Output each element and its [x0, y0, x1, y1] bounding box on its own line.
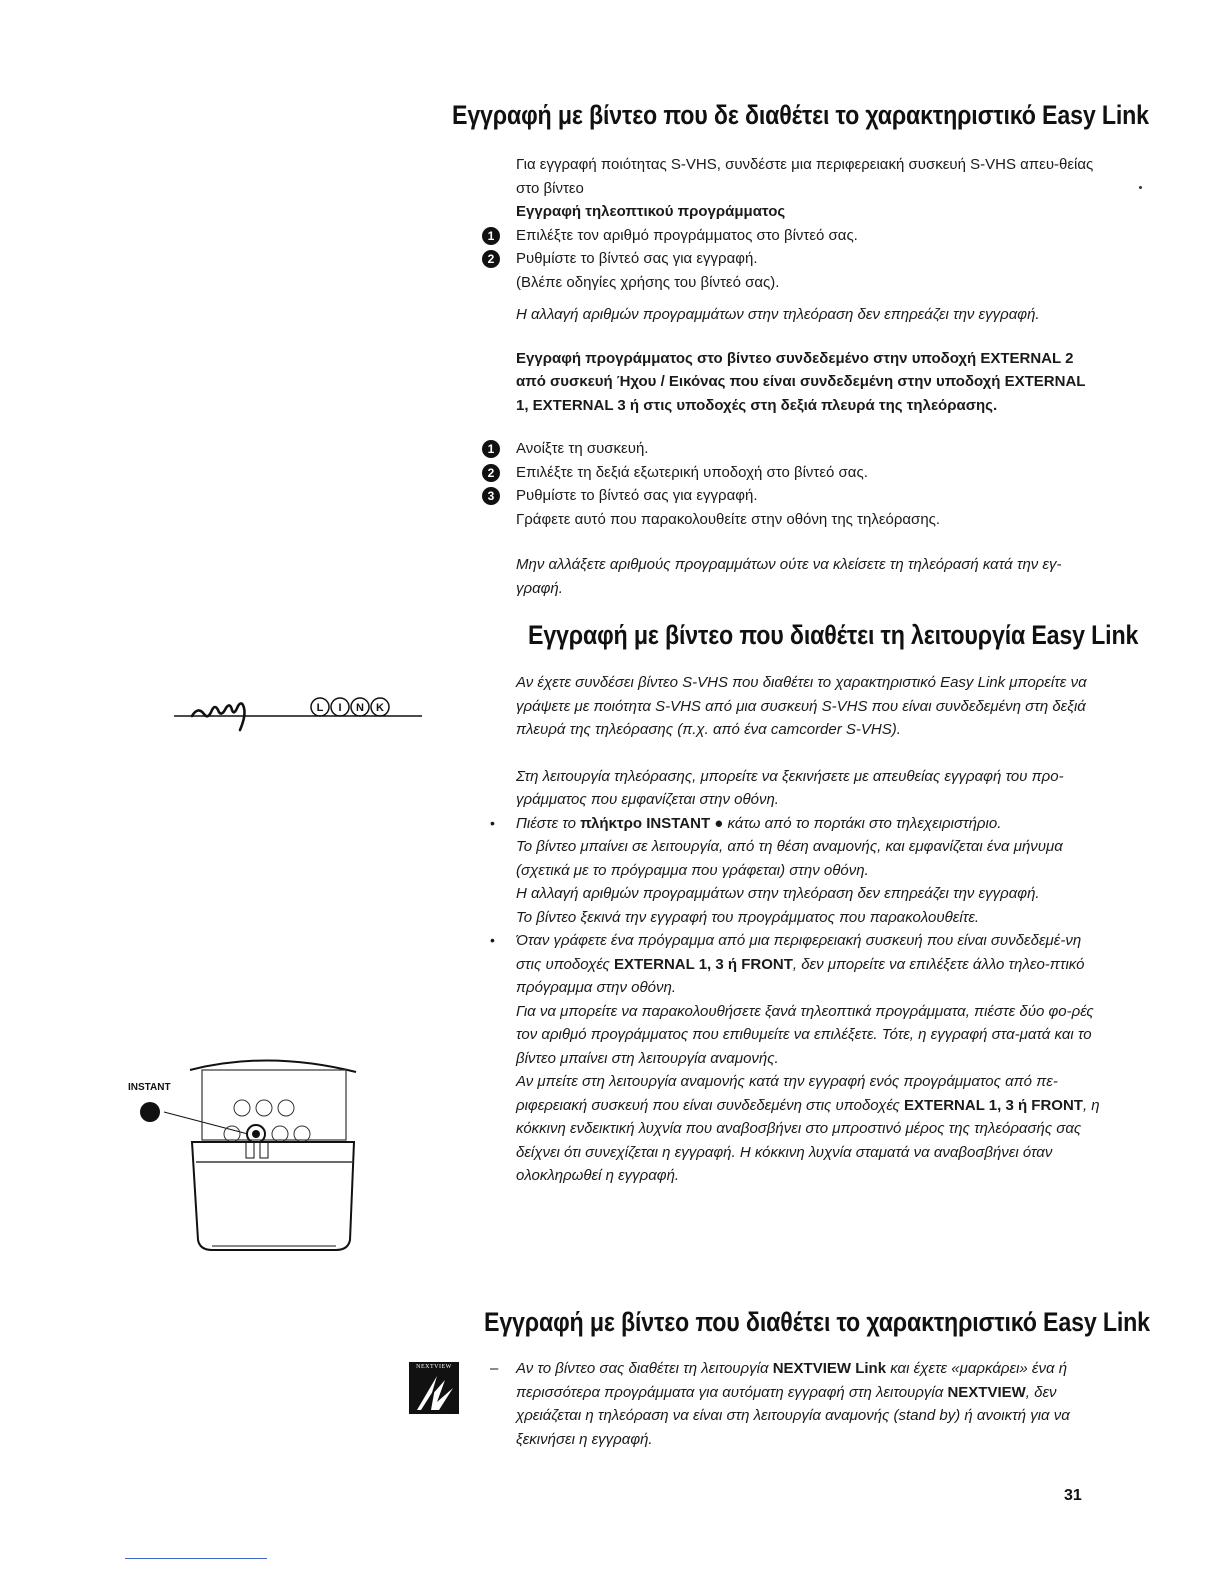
bullet1-line: Το βίντεο μπαίνει σε λειτουργία, από τη θέση αναμονής, και εμφανίζεται ένα μήνυμα (σχετικά με το πρόγραμμα που γράφεται) στην οθόνη.: [516, 838, 1063, 879]
bullet1-line: Το βίντεο ξεκινά την εγγραφή του προγράμματος που παρακολουθείτε.: [516, 908, 980, 926]
para-post: , η κόκκινη ενδεικτική λυχνία που αναβοσβήνει στο μπροστινό μέρος της τηλεόρασής σας δείχνει ότι συνεχίζεται η εγγραφή. Η κόκκινη λυχνία σταματά να αναβοσβήνει όταν ολοκληρωθεί η εγγραφή.: [516, 1096, 1100, 1184]
easy-link-logo-graphic: [172, 690, 432, 740]
step-item: [487, 224, 1100, 248]
nextview-logo-graphic: [409, 1370, 459, 1414]
bullet-item: [490, 812, 1100, 836]
record-dot-icon: ●: [710, 814, 724, 832]
bullet-post: , δεν μπορείτε να επιλέξετε άλλο τηλεο-πτικό πρόγραμμα στην οθόνη.: [516, 955, 1085, 996]
page-number: 31: [1064, 1487, 1082, 1504]
bullet-dot: •: [490, 814, 495, 831]
instant-key-label: πλήκτρο INSTANT: [580, 814, 711, 832]
step-number: 2: [482, 250, 500, 268]
section3-body: [490, 1357, 1100, 1451]
nextview-label: NEXTVIEW: [947, 1383, 1026, 1401]
section2-para1: Αν έχετε συνδέσει βίντεο S-VHS που διαθέτει το χαρακτηριστικό Easy Link μπορείτε να γράψετε με ποιότητα S-VHS από μια συσκευή S-VHS που είναι συνδεδεμένη στη δεξιά πλευρά της τηλεόρασης (π.χ. από ένα camcorder S-VHS).: [516, 674, 1087, 738]
section1-intro: Για εγγραφή ποιότητας S-VHS, συνδέστε μια περιφερειακή συσκευή S-VHS απευ-θείας στο βίντεο: [516, 156, 1094, 197]
step-item: [487, 484, 1100, 508]
step-number: 1: [482, 227, 500, 245]
italic-note: Η αλλαγή αριθμών προγραμμάτων στην τηλεόραση δεν επηρεάζει την εγγραφή.: [516, 306, 1040, 323]
bullet2-para: [516, 1070, 1100, 1188]
step-item: [487, 437, 1100, 461]
bullet-pre: Πιέστε το: [516, 814, 581, 832]
step-number: 3: [482, 487, 500, 505]
bullet-pre: Όταν γράφετε ένα πρόγραμμα από μια περιφερειακή συσκευή που είναι συνδεδεμέ-νη στις υποδοχές: [516, 932, 1082, 973]
speck: [1139, 186, 1142, 189]
bullet2-para: Για να μπορείτε να παρακολουθήσετε ξανά τηλεοπτικά προγράμματα, πιέστε δύο φο-ρές τον αριθμό προγράμματος που επιθυμείτε να επιλέξετε. Τότε, η εγγραφή στα-ματά και το βίντεο μπαίνει στη λειτουργία αναμονής.: [516, 1002, 1094, 1067]
nextview-logo-text: NEXTVIEW: [416, 1364, 452, 1370]
svg-text:I: I: [338, 702, 342, 714]
step-text: Ανοίξτε τη συσκευή.: [516, 440, 649, 457]
svg-text:K: K: [376, 702, 384, 714]
steps2-note: Γράφετε αυτό που παρακολουθείτε στην οθόνη της τηλεόρασης.: [516, 510, 941, 528]
step-number: 2: [482, 464, 500, 482]
section2-body: [490, 671, 1100, 1188]
para-pre: Αν μπείτε στη λειτουργία αναμονής κατά την εγγραφή ενός προγράμματος από πε-ριφερειακή συσκευή που είναι συνδεδεμένη στις υποδοχές: [516, 1073, 1058, 1114]
section3-title: Εγγραφή με βίντεο που διαθέτει το χαρακτηριστικό Easy Link: [484, 1307, 1150, 1337]
step-text: Επιλέξτε τον αριθμό προγράμματος στο βίντεό σας.: [516, 226, 858, 244]
section1-body: [487, 153, 1100, 600]
section2-title: Εγγραφή με βίντεο που διαθέτει τη λειτουργία Easy Link: [528, 620, 1139, 650]
remote-drawing: [128, 1050, 368, 1260]
bullet1-line: Η αλλαγή αριθμών προγραμμάτων στην τηλεόραση δεν επηρεάζει την εγγραφή.: [516, 885, 1040, 902]
bullet-post: κάτω από το πορτάκι στο τηλεχειριστήριο.: [723, 814, 1002, 832]
nextview-logo: [409, 1362, 459, 1414]
easy-link-logo: [172, 690, 432, 740]
section2-para2: Στη λειτουργία τηλεόρασης, μπορείτε να ξεκινήσετε με απευθείας εγγραφή του προ-γράμματος που εμφανίζεται στην οθόνη.: [516, 767, 1064, 808]
remote-illustration: [128, 1050, 368, 1260]
bullet-item: [490, 929, 1100, 1000]
para-key: EXTERNAL 1, 3 ή FRONT: [904, 1096, 1083, 1114]
step-text: Ρυθμίστε το βίντεό σας για εγγραφή.: [516, 487, 758, 504]
svg-text:L: L: [316, 702, 324, 714]
step-item: [487, 247, 1100, 271]
steps1-note: (Βλέπε οδηγίες χρήσης του βίντεό σας).: [516, 273, 780, 291]
italic-note: Μην αλλάξετε αριθμούς προγραμμάτων ούτε να κλείσετε τη τηλεόρασή κατά την εγ-γραφή.: [516, 556, 1062, 597]
step-text: Ρυθμίστε το βίντεό σας για εγγραφή.: [516, 250, 758, 267]
dash-marker: –: [490, 1360, 499, 1377]
step-number: 1: [482, 440, 500, 458]
bullet-key: EXTERNAL 1, 3 ή FRONT: [613, 955, 793, 973]
step-text: Επιλέξτε τη δεξιά εξωτερική υποδοχή στο βίντεό σας.: [516, 463, 868, 481]
section1-subheading2: Εγγραφή προγράμματος στο βίντεο συνδεδεμένο στην υποδοχή EXTERNAL 2 από συσκευή Ήχου / Εικόνας που είναι συνδεδεμένη στην υποδοχή EXTERNAL 1, EXTERNAL 3 ή στις υποδοχές στη δεξιά πλευρά της τηλεόρασης.: [516, 349, 1086, 414]
step-item: [487, 461, 1100, 485]
instant-label: INSTANT: [128, 1082, 171, 1093]
section1-subheading1: Εγγραφή τηλεοπτικού προγράμματος: [516, 203, 786, 220]
section1-title: Εγγραφή με βίντεο που δε διαθέτει το χαρακτηριστικό Easy Link: [452, 100, 1149, 130]
section3-paragraph: Αν το βίντεο σας διαθέτει τη λειτουργία NEXTVIEW Link και έχετε «μαρκάρει» ένα ή περισσότερα προγράμματα για αυτόματη εγγραφή στη λειτουργία NEXTVIEW, δεν χρειάζεται η τηλεόραση να είναι στη λειτουργία αναμονής (stand by) ή ανοικτή για να ξεκινήσει η εγγραφή.: [516, 1360, 1070, 1448]
svg-text:N: N: [356, 702, 364, 714]
nextview-link-label: NEXTVIEW Link: [772, 1360, 887, 1377]
footer-rule: [125, 1558, 267, 1559]
bullet-dot: •: [490, 932, 495, 948]
